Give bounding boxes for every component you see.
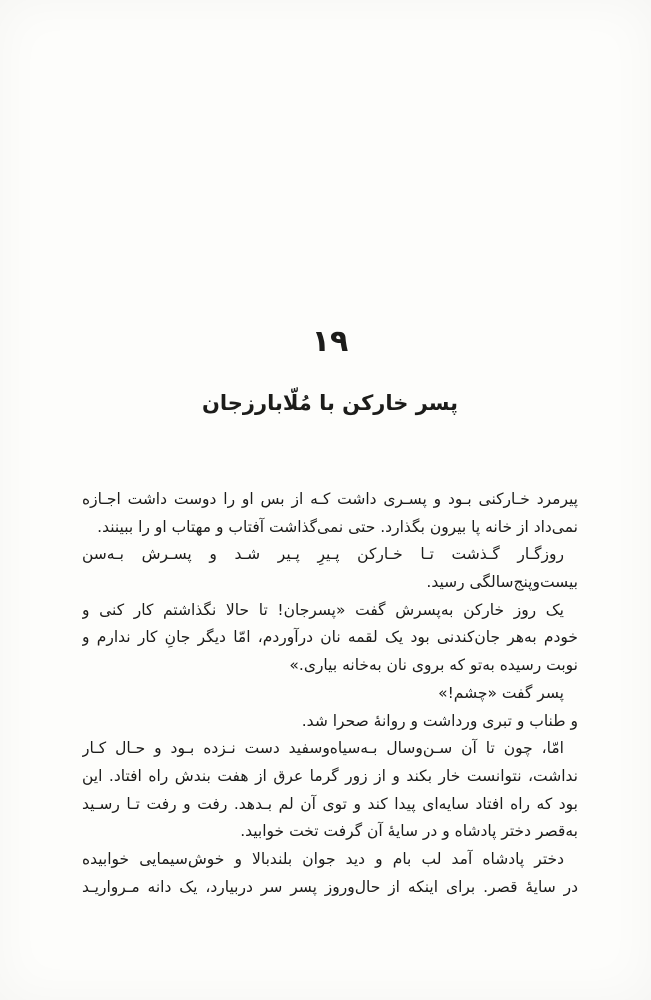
chapter-title: پسر خارکن با مُلّابارزجان (201, 391, 459, 415)
body-line: دختر پادشاه آمد لب بام و دید جوان بلندبالا و خوش‌سیمایی خوابیده (82, 849, 564, 868)
body-line: در سایهٔ قصر. برای اینکه از حال‌وروز پسر سر دربیارد، یک دانه مـرواریـد (82, 877, 578, 896)
body-line: بود که راه افتاد سایه‌ای پیدا کند و توی آن لم بـدهد. رفت و رفت تـا رسـید (82, 794, 578, 813)
body-line: روزگـار گـذشت تـا خـارکن پـیرِ پـیر شـد و پسـرش بـه‌سن (82, 545, 564, 564)
body-line: پیرمرد خـارکنی بـود و پسـری داشت کـه از بس او را دوست داشت اجـازه (82, 490, 578, 508)
body-line: و طناب و تبری ورداشت و روانهٔ صحرا شد. (301, 711, 578, 730)
body-line: نمی‌داد از خانه پا بیرون بگذارد. حتی نمی‌گذاشت آفتاب و مهتاب او را ببینند. (97, 517, 578, 536)
body-text (82, 486, 578, 901)
body-line: یک روز خارکن به‌پسرش گفت «پسرجان! تا حالا نگذاشتم کار کنی و (82, 600, 564, 619)
chapter-number: ۱۹ (311, 324, 349, 359)
body-line: پسر گفت «چشم!» (438, 683, 564, 702)
body-line: به‌قصر دختر پادشاه و در سایهٔ آن گرفت تخت خوابید. (240, 822, 578, 841)
body-line: بیست‌وپنج‌سالگی رسید. (426, 573, 578, 592)
body-line: نداشت، نتوانست خار بکند و از زور گرما عرق از هفت بندش راه افتاد. این (82, 766, 578, 785)
body-line: امّا، چون تا آن سـن‌وسال بـه‌سیاه‌وسفید دست نـزده بـود و حـال کـار (82, 739, 564, 758)
body-line: خودم به‌هر جان‌کندنی بود یک لقمه نان درآوردم، امّا دیگر جانِ کار ندارم و (82, 628, 578, 647)
body-line: نوبت رسیده به‌تو که بروی نان به‌خانه بیاری.» (289, 656, 578, 675)
